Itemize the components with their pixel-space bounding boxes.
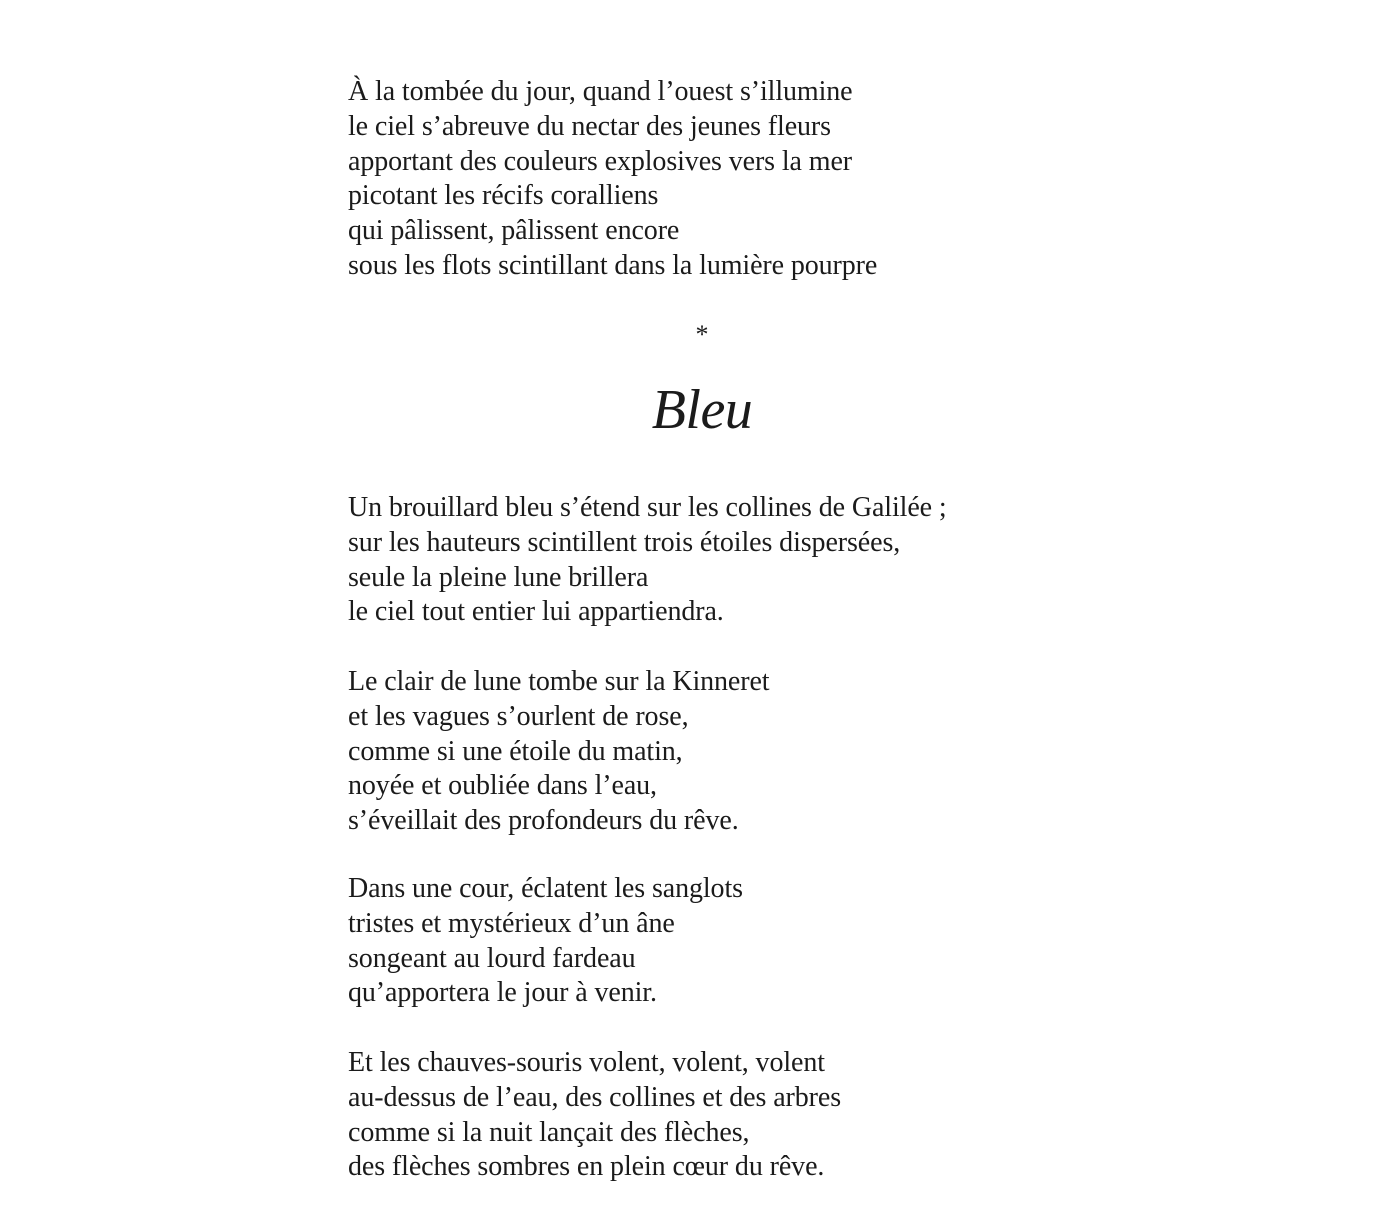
- poem-line: le ciel s’abreuve du nectar des jeunes fleurs: [348, 110, 831, 142]
- poem-line: sous les flots scintillant dans la lumière pourpre: [348, 249, 878, 281]
- poem-line: apportant des couleurs explosives vers la mer: [348, 145, 853, 177]
- previous-poem-stanza: [348, 75, 1048, 284]
- poem-stanza-4: [348, 1046, 1048, 1185]
- poem-line: au-dessus de l’eau, des collines et des arbres: [348, 1081, 842, 1113]
- poem-line: comme si une étoile du matin,: [348, 735, 683, 767]
- poem-line: Et les chauves-souris volent, volent, volent: [348, 1047, 825, 1078]
- poem-line: s’éveillait des profondeurs du rêve.: [348, 805, 739, 837]
- poem-title: Bleu: [651, 379, 753, 441]
- poem-line: Le clair de lune tombe sur la Kinneret: [348, 666, 770, 697]
- asterisk-separator: *: [695, 320, 709, 349]
- poem-stanza-3: [348, 872, 1048, 1011]
- poem-stanza-2: [348, 665, 1048, 839]
- poem-stanza-1: [348, 491, 1048, 630]
- poem-line: qu’apportera le jour à venir.: [348, 977, 657, 1009]
- poem-line: tristes et mystérieux d’un âne: [348, 907, 675, 939]
- poem-line: noyée et oubliée dans l’eau,: [348, 770, 657, 802]
- poem-line: sur les hauteurs scintillent trois étoiles dispersées,: [348, 526, 901, 558]
- poem-line: songeant au lourd fardeau: [348, 942, 636, 974]
- poem-line: le ciel tout entier lui appartiendra.: [348, 596, 724, 628]
- poem-line: Un brouillard bleu s’étend sur les collines de Galilée ;: [348, 492, 947, 523]
- poem-line: comme si la nuit lançait des flèches,: [348, 1116, 750, 1148]
- poem-line: et les vagues s’ourlent de rose,: [348, 700, 689, 732]
- poem-line: À la tombée du jour, quand l’ouest s’illumine: [348, 76, 853, 107]
- poem-line: Dans une cour, éclatent les sanglots: [348, 873, 743, 904]
- poem-line: des flèches sombres en plein cœur du rêve.: [348, 1151, 825, 1183]
- poem-line: seule la pleine lune brillera: [348, 561, 649, 593]
- poem-line: picotant les récifs coralliens: [348, 180, 659, 212]
- poem-line: qui pâlissent, pâlissent encore: [348, 215, 680, 247]
